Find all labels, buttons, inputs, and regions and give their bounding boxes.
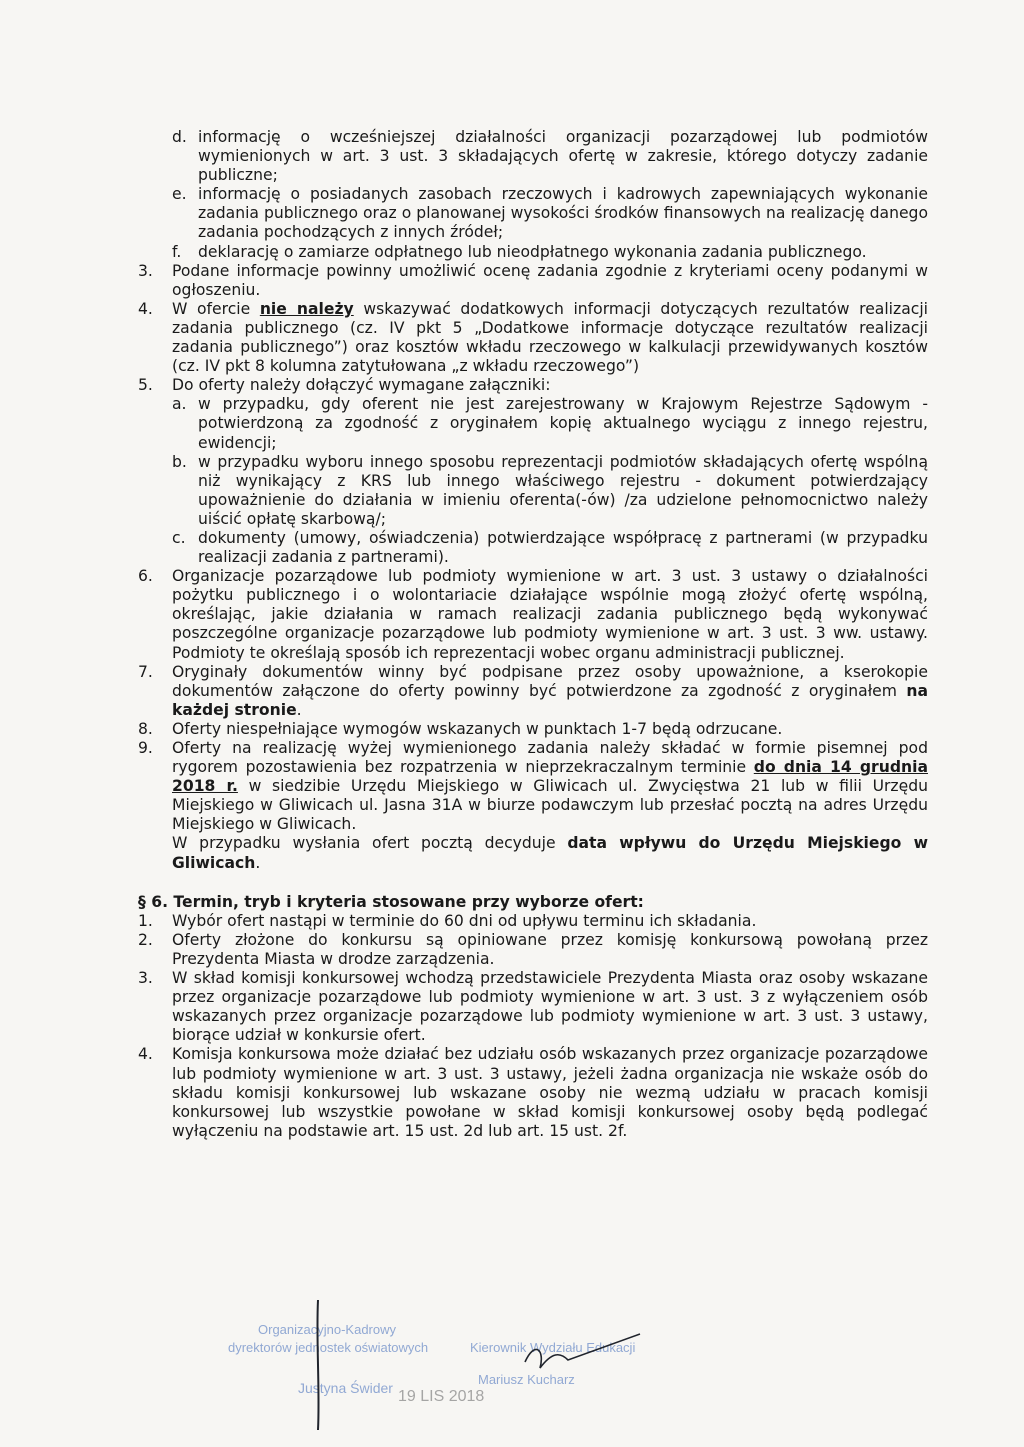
item-number: 1. [138, 911, 153, 930]
list-item [138, 663, 928, 720]
item-label: d. [172, 128, 187, 146]
text-part: W przypadku wysłania ofert pocztą decyduje [172, 834, 556, 853]
list-item [138, 376, 928, 395]
section-heading: § 6. Termin, tryb i kryteria stosowane przy wyborze ofert: [138, 892, 644, 911]
stamp-text: dyrektorów jednostek oświatowych [228, 1340, 429, 1355]
item-number: 7. [138, 662, 153, 681]
text-part: Oryginały dokumentów winny być podpisane przez osoby upoważnione, a kserokopie dokumentów załączone do oferty powinny być potwierdzone za zgodność z oryginałem [172, 662, 928, 700]
stamp-text: Mariusz Kucharz [478, 1372, 575, 1387]
list-item [172, 243, 928, 262]
item-number: 3. [138, 969, 153, 988]
item-text: Do oferty należy dołączyć wymagane załączniki: [172, 376, 551, 395]
item-text: Oferty niespełniające wymogów wskazanych w punktach 1-7 będą odrzucane. [172, 719, 783, 738]
item-text [172, 300, 928, 376]
item-number: 3. [138, 261, 153, 280]
list-item [138, 969, 928, 1045]
emphasis: na każdej stronie [172, 681, 928, 719]
item-text: informację o posiadanych zasobach rzeczowych i kadrowych zapewniających wykonanie zadania publicznego oraz o planowanej wysokości środków finansowych na realizację danego zadania pochodzących z innych źródeł; [198, 185, 928, 242]
list-item [138, 262, 928, 300]
item-number: 5. [138, 376, 153, 395]
item-text: informację o wcześniejszej działalności organizacji pozarządowej lub podmiotów wymienionych w art. 3 ust. 3 składających ofertę w zakresie, którego dotyczy zadanie publiczne; [198, 128, 928, 185]
list-item [172, 529, 928, 567]
item-text: Wybór ofert nastąpi w terminie do 60 dni od upływu terminu ich składania. [172, 911, 757, 930]
item-number: 6. [138, 567, 153, 586]
item-text [172, 739, 928, 834]
item-label: f. [172, 242, 182, 261]
list-item [138, 300, 928, 376]
item-text [172, 663, 928, 720]
item-number: 9. [138, 739, 153, 757]
list-item [138, 931, 928, 969]
list-item [138, 912, 928, 931]
stamp-text: Organizacyjno-Kadrowy [258, 1322, 397, 1337]
item-label: c. [172, 528, 186, 547]
item-label: b. [172, 452, 187, 471]
item-text: dokumenty (umowy, oświadczenia) potwierdzające współpracę z partnerami (w przypadku realizacji zadania z partnerami). [198, 528, 928, 567]
deadline-date: do dnia 14 grudnia 2018 r. [172, 758, 928, 796]
item-text: deklarację o zamiarze odpłatnego lub nieodpłatnego wykonania zadania publicznego. [198, 242, 867, 261]
list-item [172, 453, 928, 529]
list-item [138, 720, 928, 739]
item-text: W skład komisji konkursowej wchodzą przedstawiciele Prezydenta Miasta oraz osoby wskazane przez organizacje pozarządowe lub podmioty wymienione w art. 3 ust. 3 z wyłączeniem osób wskazanych przez organizacje pozarządowe lub podmioty wymienione w art. 3 ust. 3 ustawy, biorące udział w konkursie ofert. [172, 969, 928, 1045]
emphasis: nie należy [259, 299, 354, 318]
text-part: W ofercie [172, 299, 251, 318]
stamp-text: Justyna Świder [298, 1380, 393, 1396]
text-part: wskazywać dodatkowych informacji dotyczących rezultatów realizacji zadania publicznego (cz. IV pkt 5 „Dodatkowe informacje dotyczące rezultatów realizacji zadania publicznego”) oraz kosztów wkładu rzeczowego w kalkulacji przewidywanych kosztów (cz. IV pkt 8 kolumna zatytułowana „z wkładu rzeczowego”) [172, 299, 928, 376]
list-item [172, 395, 928, 452]
date-stamp: 19 LIS 2018 [398, 1388, 485, 1405]
item-number: 8. [138, 719, 153, 738]
paragraph [172, 834, 928, 872]
emphasis: data wpływu do Urzędu Miejskiego w Gliwicach [172, 834, 928, 872]
document-body [138, 128, 928, 1141]
item-text: Podane informacje powinny umożliwić ocenę zadania zgodnie z kryteriami oceny podanymi w ogłoszeniu. [172, 261, 928, 299]
item-text: Oferty złożone do konkursu są opiniowane przez komisję konkursową powołaną przez Prezydenta Miasta w drodze zarządzenia. [172, 930, 928, 968]
item-number: 4. [138, 1045, 153, 1064]
item-number: 2. [138, 930, 153, 949]
text-part: Oferty na realizację wyżej wymienionego zadania należy składać w formie pisemnej pod rygorem pozostawienia bez rozpatrzenia w nieprzekraczalnym terminie [172, 739, 928, 777]
list-item [138, 1045, 928, 1140]
text-part: w siedzibie Urzędu Miejskiego w Gliwicach ul. Zwycięstwa 21 lub w filii Urzędu Miejskiego w Gliwicach ul. Jasna 31A w biurze podawczym lub przesłać pocztą na adres Urzędu Miejskiego w Gliwicach. [172, 777, 928, 834]
text-part: . [296, 700, 302, 719]
item-number: 4. [138, 299, 153, 318]
list-item [172, 185, 928, 242]
item-text: Organizacje pozarządowe lub podmioty wymienione w art. 3 ust. 3 ustawy o działalności pożytku publicznego i o wolontariacie działające wspólnie mogą złożyć ofertę wspólną, określając, jakie działania w ramach realizacji zadania publicznego będą wykonywać poszczególne organizacje pozarządowe lub podmioty wymienione w art. 3 ust. 3 ww. ustawy. Podmioty te określają sposób ich reprezentacji wobec organu administracji publicznej. [172, 567, 928, 662]
item-text: w przypadku wyboru innego sposobu reprezentacji podmiotów składających ofertę wspólną niż wynikający z KRS lub innego właściwego rejestru - dokument potwierdzający upoważnienie do działania w imieniu oferenta(-ów) /za udzielone pełnomocnictwo należy uiścić opłatę skarbową/; [198, 452, 928, 528]
item-label: a. [172, 395, 187, 414]
item-text: w przypadku, gdy oferent nie jest zarejestrowany w Krajowym Rejestrze Sądowym - potwierdzoną za zgodność z oryginałem kopię aktualnego wyciągu z innego rejestru, ewidencji; [198, 395, 928, 452]
text-part: . [255, 853, 261, 872]
stamp-text: Kierownik Wydziału Edukacji [470, 1340, 636, 1355]
list-item [138, 567, 928, 662]
list-item [138, 739, 928, 834]
list-item [172, 128, 928, 185]
item-text: Komisja konkursowa może działać bez udziału osób wskazanych przez organizacje pozarządowe lub podmioty wymienione w art. 3 ust. 3 ustawy, jeżeli żadna organizacja nie wskaże osób do składu komisji konkursowej lub wskazane osoby nie wezmą udziału w pracach komisji konkursowej lub wszystkie powołane w skład komisji konkursowej osoby będą podlegać wyłączeniu na podstawie art. 15 ust. 2d lub art. 15 ust. 2f. [172, 1045, 928, 1140]
item-label: e. [172, 185, 187, 204]
